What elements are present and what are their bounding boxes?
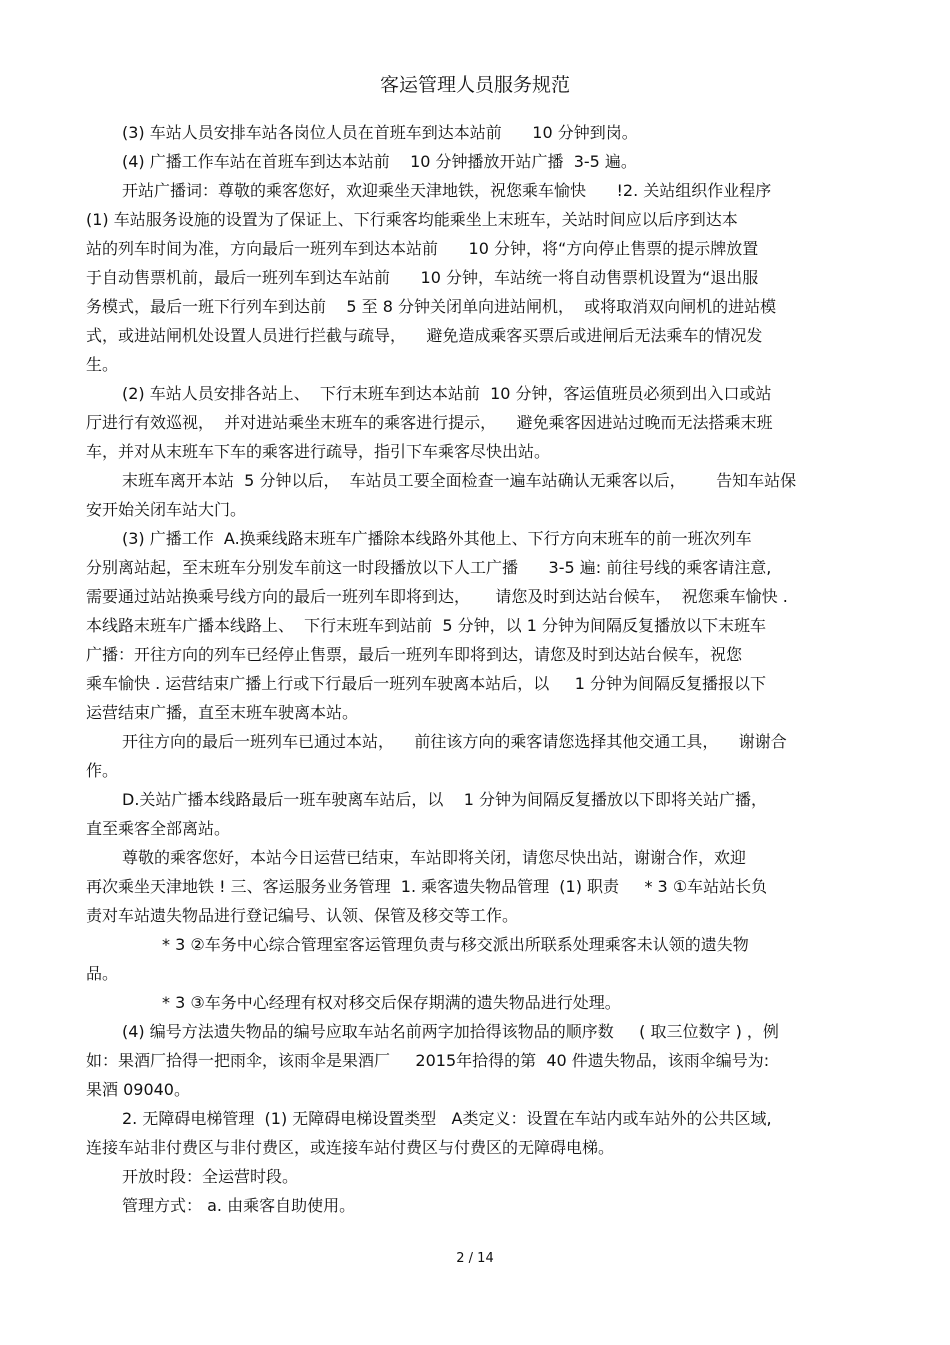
text-line: 2. 无障碍电梯管理 (1) 无障碍电梯设置类型 A类定义：设置在车站内或车站外的公共区域, bbox=[122, 1109, 772, 1128]
text-line: 于自动售票机前，最后一班列车到达车站前 10 分钟，车站统一将自动售票机设置为“退出服 bbox=[86, 268, 759, 287]
text-line: 运营结束广播，直至末班车驶离本站。 bbox=[86, 703, 359, 722]
text-line: 品。 bbox=[86, 964, 119, 983]
text-line: 生。 bbox=[86, 355, 119, 374]
text-line: 连接车站非付费区与非付费区，或连接车站付费区与付费区的无障碍电梯。 bbox=[86, 1138, 615, 1157]
text-line: 开站广播词：尊敬的乘客您好，欢迎乘坐天津地铁，祝您乘车愉快 !2. 关站组织作业程序 bbox=[122, 181, 772, 200]
text-line: 如：果酒厂拾得一把雨伞，该雨伞是果酒厂 2015年拾得的第 40 件遗失物品，该雨伞编号为: bbox=[86, 1051, 770, 1070]
text-line: (1) 车站服务设施的设置为了保证上、下行乘客均能乘坐上末班车，关站时间应以后序到达本 bbox=[86, 210, 738, 229]
text-line: * 3 ②车务中心综合管理室客运管理负责与移交派出所联系处理乘客未认领的遗失物 bbox=[162, 935, 749, 954]
text-line: 管理方式： a. 由乘客自助使用。 bbox=[122, 1196, 356, 1215]
text-line: 站的列车时间为准，方向最后一班列车到达本站前 10 分钟，将“方向停止售票的提示牌放置 bbox=[86, 239, 759, 258]
text-line: 末班车离开本站 5 分钟以后， 车站员工要全面检查一遍车站确认无乘客以后， 告知车站保 bbox=[122, 471, 797, 490]
text-line: (3) 广播工作 A.换乘线路末班车广播除本线路外其他上、下行方向末班车的前一班次列车 bbox=[122, 529, 752, 548]
document-body bbox=[86, 118, 866, 1220]
text-line: 需要通过站站换乘号线方向的最后一班列车即将到达， 请您及时到达站台候车， 祝您乘车愉快 . bbox=[86, 587, 788, 606]
text-line: 再次乘坐天津地铁 ! 三、客运服务业务管理 1. 乘客遗失物品管理 (1) 职责 * 3 ①车站站长负 bbox=[86, 877, 768, 896]
text-line: 式，或进站闸机处设置人员进行拦截与疏导， 避免造成乘客买票后或进闸后无法乘车的情况发 bbox=[86, 326, 763, 345]
text-line: 本线路末班车广播本线路上、 下行末班车到站前 5 分钟，以 1 分钟为间隔反复播放以下末班车 bbox=[86, 616, 766, 635]
document-title: 客运管理人员服务规范 bbox=[379, 74, 570, 96]
text-line: 广播：开往方向的列车已经停止售票，最后一班列车即将到达，请您及时到达站台候车，祝您 bbox=[86, 645, 743, 664]
page-number: 2 / 14 bbox=[456, 1251, 494, 1266]
text-line: 安开始关闭车站大门。 bbox=[86, 500, 247, 519]
text-line: (4) 广播工作车站在首班车到达本站前 10 分钟播放开站广播 3-5 遍。 bbox=[122, 152, 637, 171]
text-line: (3) 车站人员安排车站各岗位人员在首班车到达本站前 10 分钟到岗。 bbox=[122, 123, 638, 142]
text-line: 作。 bbox=[86, 761, 119, 780]
text-line: 果酒 09040。 bbox=[86, 1080, 190, 1099]
text-line: 厅进行有效巡视， 并对进站乘坐末班车的乘客进行提示， 避免乘客因进站过晚而无法搭乘末班 bbox=[86, 413, 773, 432]
text-line: (4) 编号方法遗失物品的编号应取车站名前两字加拾得该物品的顺序数 ( 取三位数字 ) ，例 bbox=[122, 1022, 779, 1041]
text-line: 分别离站起，至末班车分别发车前这一时段播放以下人工广播 3-5 遍: 前往号线的乘客请注意, bbox=[86, 558, 772, 577]
text-line: 开放时段：全运营时段。 bbox=[122, 1167, 299, 1186]
text-line: 车，并对从末班车下车的乘客进行疏导，指引下车乘客尽快出站。 bbox=[86, 442, 551, 461]
text-line: * 3 ③车务中心经理有权对移交后保存期满的遗失物品进行处理。 bbox=[162, 993, 621, 1012]
text-line: 务模式，最后一班下行列车到达前 5 至 8 分钟关闭单向进站闸机， 或将取消双向闸机的进站模 bbox=[86, 297, 777, 316]
text-line: 开往方向的最后一班列车已通过本站， 前往该方向的乘客请您选择其他交通工具， 谢谢合 bbox=[122, 732, 787, 751]
text-line: D.关站广播本线路最后一班车驶离车站后，以 1 分钟为间隔反复播放以下即将关站广播， bbox=[122, 790, 768, 809]
text-line: 乘车愉快 . 运营结束广播上行或下行最后一班列车驶离本站后，以 1 分钟为间隔反复播报以下 bbox=[86, 674, 766, 693]
text-line: (2) 车站人员安排各站上、 下行末班车到达本站前 10 分钟，客运值班员必须到出入口或站 bbox=[122, 384, 772, 403]
text-line: 尊敬的乘客您好，本站今日运营已结束，车站即将关闭，请您尽快出站，谢谢合作，欢迎 bbox=[122, 848, 747, 867]
text-line: 直至乘客全部离站。 bbox=[86, 819, 231, 838]
text-line: 责对车站遗失物品进行登记编号、认领、保管及移交等工作。 bbox=[86, 906, 519, 925]
